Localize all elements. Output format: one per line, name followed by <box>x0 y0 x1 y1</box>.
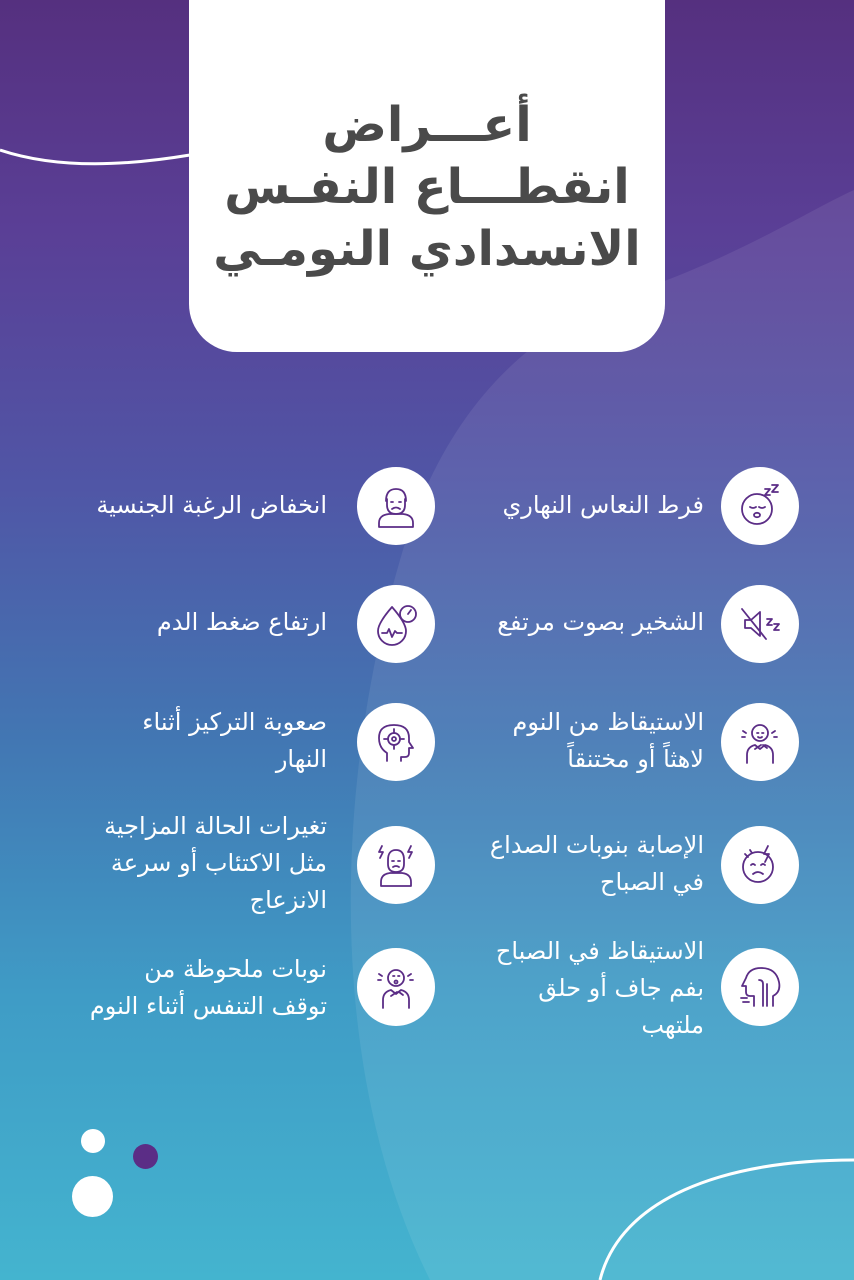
symptom-6-text <box>96 487 327 524</box>
dry-throat-icon <box>721 948 799 1026</box>
headache-face-icon <box>721 826 799 904</box>
symptom-8-text <box>142 704 327 778</box>
symptom-10-line-1: نوبات ملحوظة من <box>144 955 327 983</box>
sleepy-face-icon <box>721 467 799 545</box>
symptom-4-line-1: الإصابة بنوبات الصداع <box>489 831 704 859</box>
symptom-8-line-1: صعوبة التركيز أثناء <box>142 708 327 736</box>
symptom-3-line-2: لاهثاً أو مختنقاً <box>567 745 704 773</box>
breathing-pause-icon <box>357 948 435 1026</box>
symptom-9-text <box>104 808 327 919</box>
symptom-9-line-2: مثل الاكتئاب أو سرعة <box>110 849 327 877</box>
title-line-1: أعـــراض <box>322 97 532 153</box>
snoring-speaker-icon <box>721 585 799 663</box>
symptom-10-text <box>90 951 327 1025</box>
symptom-9-line-3: الانزعاج <box>249 886 327 914</box>
symptom-5-line-2: بفم جاف أو حلق <box>538 974 704 1002</box>
symptom-8-line-2: النهار <box>275 745 327 773</box>
choking-person-icon <box>721 703 799 781</box>
decor-dot-large-white <box>72 1176 113 1217</box>
blood-pressure-drop-icon <box>357 585 435 663</box>
title-line-3: الانسدادي النومـي <box>213 221 641 277</box>
decor-dot-purple <box>133 1144 158 1169</box>
symptom-5-text <box>496 933 704 1044</box>
symptom-2-text <box>497 604 704 641</box>
title-card <box>189 0 665 352</box>
symptom-3-text <box>513 704 704 778</box>
stressed-man-icon <box>357 826 435 904</box>
symptom-1-line-1: فرط النعاس النهاري <box>502 491 704 519</box>
symptom-3-line-1: الاستيقاظ من النوم <box>512 708 704 736</box>
symptom-10-line-2: توقف التنفس أثناء النوم <box>89 992 327 1020</box>
symptom-4-line-2: في الصباح <box>600 868 704 896</box>
symptom-5-line-3: ملتهب <box>641 1011 704 1039</box>
symptom-9-line-1: تغيرات الحالة المزاجية <box>104 812 327 840</box>
sad-man-icon <box>357 467 435 545</box>
symptom-7-text <box>157 604 327 641</box>
symptom-7-line-1: ارتفاع ضغط الدم <box>156 608 327 636</box>
symptom-6-line-1: انخفاض الرغبة الجنسية <box>96 491 327 519</box>
focus-head-icon <box>357 703 435 781</box>
decor-dot-small-white <box>81 1129 105 1153</box>
top-left-curve <box>0 150 190 164</box>
symptom-5-line-1: الاستيقاظ في الصباح <box>495 937 704 965</box>
symptom-1-text <box>502 487 704 524</box>
symptom-2-line-1: الشخير بصوت مرتفع <box>497 608 704 636</box>
symptom-4-text <box>490 827 704 901</box>
title-line-2: انقطـــاع النفـس <box>224 159 630 215</box>
